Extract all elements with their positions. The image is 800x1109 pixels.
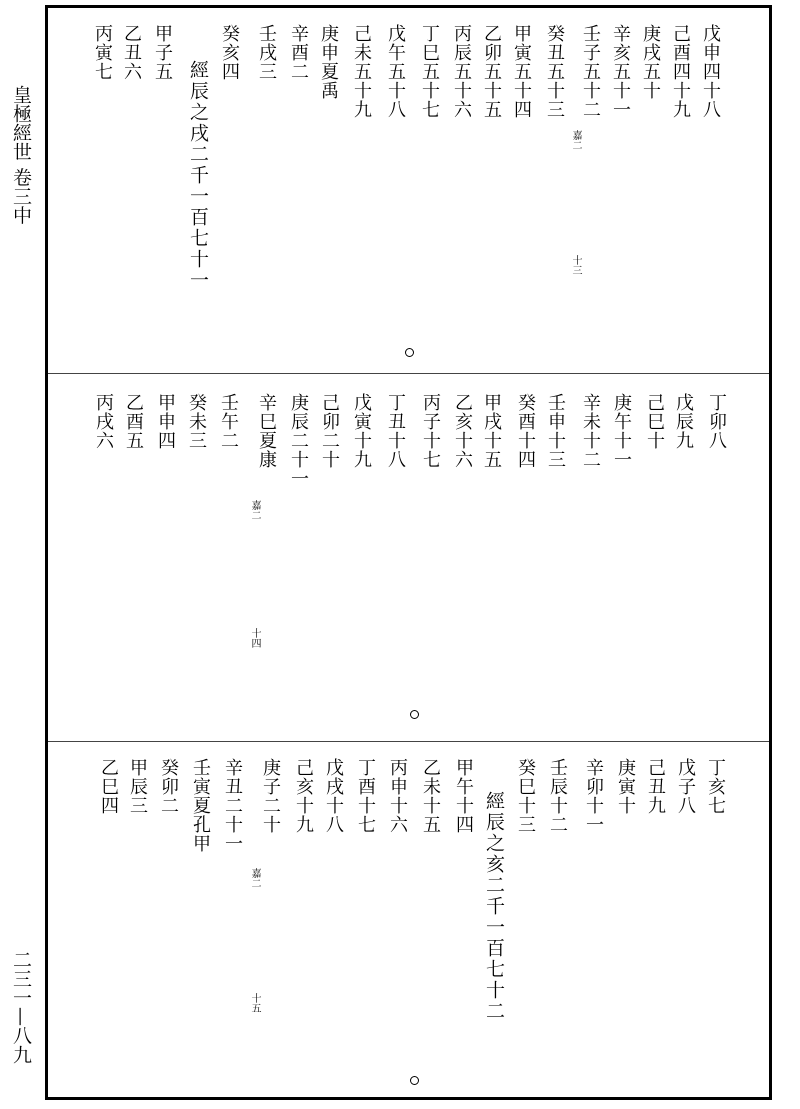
text-column: 丁丑十八 (385, 393, 406, 469)
text-column: 庚子二十 (260, 758, 281, 834)
text-column: 己酉四十九 (670, 24, 691, 119)
small-mark: 嘉二 (249, 868, 260, 888)
text-column: 乙亥十六 (452, 393, 473, 469)
text-column: 庚申夏禹 (318, 24, 339, 100)
text-column: 辛亥五十一 (610, 24, 631, 119)
section-heading: 經辰之戌二千一百七十一 (187, 60, 209, 291)
text-column: 庚寅十 (615, 758, 636, 815)
text-column: 丙子十七 (420, 393, 441, 469)
text-column: 丙戌六 (93, 393, 114, 450)
text-column: 庚午十一 (611, 393, 632, 469)
text-column: 丁酉十七 (355, 758, 376, 834)
text-column: 辛酉二 (288, 24, 309, 81)
text-column: 戊子八 (675, 758, 696, 815)
text-column: 壬戌三 (256, 24, 277, 81)
text-column: 壬寅夏孔甲 (190, 758, 211, 853)
section-heading: 經辰之亥二千一百七十二 (483, 791, 505, 1022)
small-mark: 十三 (570, 255, 581, 275)
section-divider (48, 373, 769, 374)
page-number: 二三一—八九 (10, 950, 32, 1064)
text-column: 乙酉五 (123, 393, 144, 450)
book-title: 皇極經世 卷三中 (10, 85, 32, 225)
text-column: 辛未十二 (580, 393, 601, 469)
text-column: 己卯二十 (319, 393, 340, 469)
text-column: 甲子五 (152, 24, 173, 81)
text-column: 丁卯八 (706, 393, 727, 450)
text-column: 乙卯五十五 (481, 24, 502, 119)
text-column: 庚戌五十 (640, 24, 661, 100)
text-column: 戊辰九 (673, 393, 694, 450)
text-column: 乙巳四 (98, 758, 119, 815)
text-column: 丙寅七 (92, 24, 113, 81)
text-column: 己未五十九 (351, 24, 372, 119)
text-column: 甲辰三 (127, 758, 148, 815)
section-divider (48, 741, 769, 742)
text-column: 癸未三 (186, 393, 207, 450)
text-column: 己丑九 (645, 758, 666, 815)
circle-mark (410, 1076, 419, 1085)
text-column: 癸亥四 (219, 24, 240, 81)
text-column: 己亥十九 (293, 758, 314, 834)
text-column: 辛卯十一 (583, 758, 604, 834)
small-mark: 十五 (249, 993, 260, 1013)
text-column: 乙未十五 (420, 758, 441, 834)
text-column: 丙申十六 (387, 758, 408, 834)
text-column: 戊申四十八 (700, 24, 721, 119)
small-mark: 十四 (249, 628, 260, 648)
text-column: 壬子五十二 (580, 24, 601, 119)
text-column: 壬午二 (218, 393, 239, 450)
text-column: 丙辰五十六 (451, 24, 472, 119)
page-frame (45, 5, 772, 1100)
text-column: 乙丑六 (121, 24, 142, 81)
text-column: 甲寅五十四 (511, 24, 532, 119)
text-column: 癸丑五十三 (544, 24, 565, 119)
text-column: 丁亥七 (705, 758, 726, 815)
text-column: 己巳十 (644, 393, 665, 450)
text-column: 丁巳五十七 (419, 24, 440, 119)
text-column: 戊午五十八 (385, 24, 406, 119)
circle-mark (405, 348, 414, 357)
text-column: 甲午十四 (453, 758, 474, 834)
small-mark: 嘉二 (570, 130, 581, 150)
text-column: 壬申十三 (545, 393, 566, 469)
text-column: 甲戌十五 (481, 393, 502, 469)
text-column: 癸酉十四 (515, 393, 536, 469)
text-column: 庚辰二十一 (288, 393, 309, 488)
circle-mark (410, 710, 419, 719)
text-column: 辛巳夏康 (256, 393, 277, 469)
text-column: 壬辰十二 (547, 758, 568, 834)
text-column: 癸巳十三 (515, 758, 536, 834)
text-column: 戊寅十九 (351, 393, 372, 469)
text-column: 甲申四 (155, 393, 176, 450)
text-column: 辛丑二十一 (222, 758, 243, 853)
small-mark: 嘉二 (249, 500, 260, 520)
text-column: 戊戌十八 (323, 758, 344, 834)
text-column: 癸卯二 (158, 758, 179, 815)
